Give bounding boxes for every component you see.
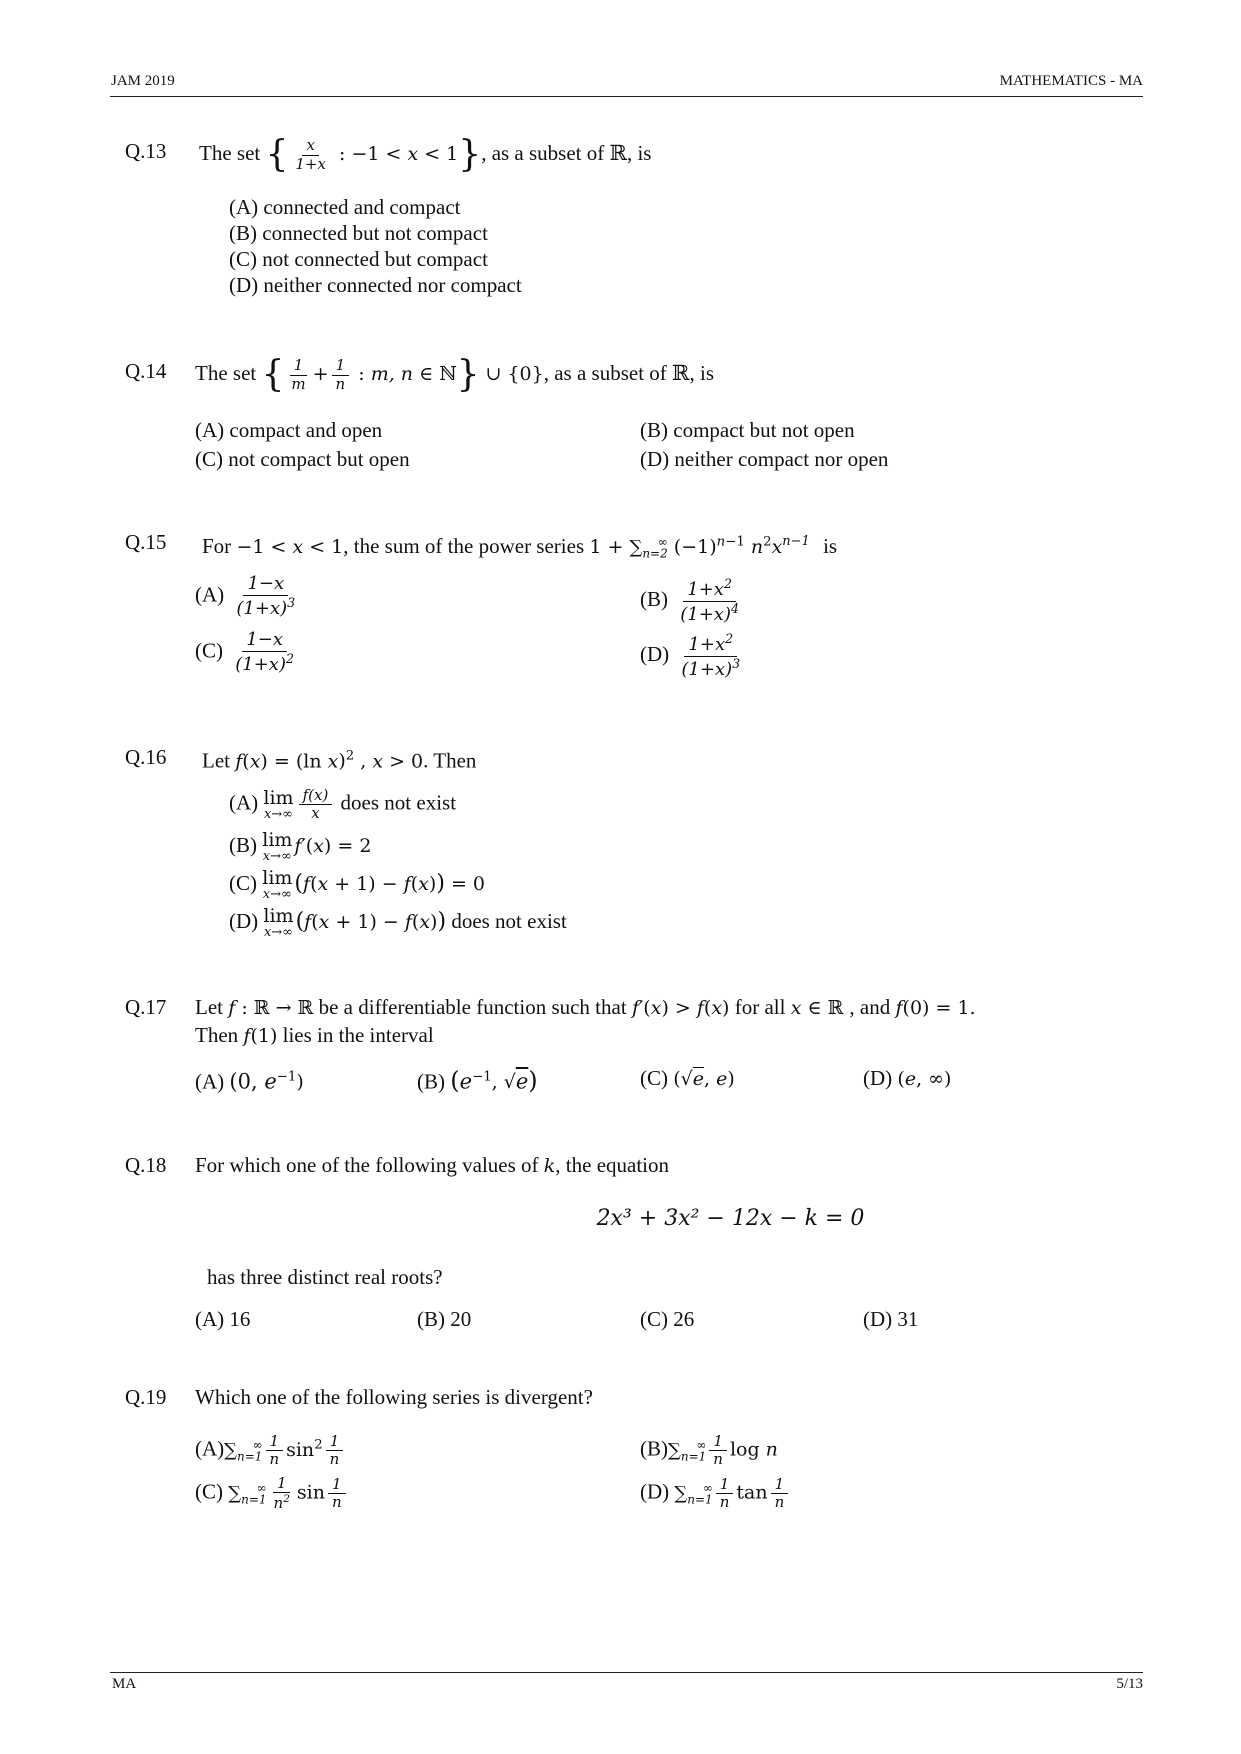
question-number: Q.17 bbox=[125, 995, 167, 1019]
option-b[interactable]: (B) 20 bbox=[417, 1307, 472, 1331]
option-c[interactable]: (C) lim x→∞ (f(x + 1) − f(x)) = 0 bbox=[229, 867, 485, 902]
question-stem-line1: Let f : ℝ → ℝ be a differentiable function such that f′(x) > f(x) for all x ∈ ℝ , and f(0) = 1. bbox=[195, 995, 976, 1019]
option-a[interactable]: (A) 16 bbox=[195, 1307, 251, 1331]
question-stem: For which one of the following values of k, the equation bbox=[195, 1153, 670, 1177]
question-stem-continued: has three distinct real roots? bbox=[207, 1265, 443, 1289]
question-stem: The set { $\frac{1}{m}$ + $\frac{1}{n}$ : m, n ∈ ℕ} ∪ {0}, as a subset of ℝ, is bbox=[195, 354, 715, 395]
equation: 2x³ + 3x² − 12x − k = 0 bbox=[596, 1206, 865, 1231]
option-a[interactable]: (A) connected and compact bbox=[229, 195, 461, 219]
option-d[interactable]: (D) $\frac{1+x^2}{(1+x)^3}$ bbox=[640, 631, 741, 680]
option-a[interactable]: (A) $\frac{1-x}{(1+x)^3}$ bbox=[195, 573, 296, 619]
option-c[interactable]: (C) $\frac{1-x}{(1+x)^2}$ bbox=[195, 629, 294, 675]
question-number: Q.13 bbox=[125, 139, 167, 163]
option-c[interactable]: (C) $\sum_{n=1}^\infty$ $\frac{1}{n^2}$ sin $\frac{1}{n}$ bbox=[195, 1475, 349, 1513]
question-number: Q.18 bbox=[125, 1153, 167, 1177]
option-a[interactable]: (A) compact and open bbox=[195, 418, 383, 442]
question-number: Q.16 bbox=[125, 745, 167, 769]
question-stem: The set { $\frac{x}{1+x}$ : −1 < x < 1}, as a subset of ℝ, is bbox=[199, 134, 652, 175]
question-number: Q.19 bbox=[125, 1385, 167, 1409]
question-stem: Let f(x) = (ln x)$^2$ , x > 0. Then bbox=[202, 748, 477, 773]
option-a[interactable]: (A) lim x→∞ $\frac{f(x)}{x}$ does not exist bbox=[229, 786, 457, 823]
option-b[interactable]: (B) $\frac{1+x^2}{(1+x)^4}$ bbox=[640, 576, 739, 625]
page-footer-left: MA bbox=[112, 1676, 137, 1692]
option-b[interactable]: (B) lim x→∞ f′(x) = 2 bbox=[229, 829, 372, 864]
option-c[interactable]: (C) not compact but open bbox=[195, 447, 410, 471]
option-c[interactable]: (C) not connected but compact bbox=[229, 247, 488, 271]
option-d[interactable]: (D) lim x→∞ (f(x + 1) − f(x)) does not exist bbox=[229, 905, 567, 940]
option-d[interactable]: (D) $\sum_{n=1}^\infty$ $\frac{1}{n}$ tan $\frac{1}{n}$ bbox=[640, 1475, 791, 1513]
question-stem-line2: Then f(1) lies in the interval bbox=[195, 1023, 434, 1047]
question-number: Q.15 bbox=[125, 530, 167, 554]
question-stem: Which one of the following series is divergent? bbox=[195, 1385, 593, 1409]
option-a[interactable]: $(A)\sum_{n=1}^\infty$ $\frac{1}{n}$ $\sin^2$ $\frac{1}{n}$ bbox=[195, 1432, 346, 1470]
header-rule bbox=[110, 96, 1143, 97]
option-d[interactable]: (D) neither connected nor compact bbox=[229, 273, 522, 297]
page-header-right: MATHEMATICS - MA bbox=[999, 73, 1143, 89]
option-d[interactable]: (D) (e, ∞) bbox=[863, 1066, 952, 1090]
option-d[interactable]: (D) neither compact nor open bbox=[640, 447, 889, 471]
option-c[interactable]: (C) 26 bbox=[640, 1307, 695, 1331]
question-stem: For −1 < x < 1, the sum of the power series $1 + \sum_{n=2}^\infty$ $(-1)^{n-1}$ $n^2x^{n-1}$ is bbox=[202, 534, 838, 561]
page-number: 5/13 bbox=[1116, 1676, 1143, 1692]
option-d[interactable]: (D) 31 bbox=[863, 1307, 919, 1331]
option-b[interactable]: (B) compact but not open bbox=[640, 418, 855, 442]
question-number: Q.14 bbox=[125, 359, 167, 383]
option-b[interactable]: (B) ($e^{-1}$, √e) bbox=[417, 1066, 538, 1095]
page-header-left: JAM 2019 bbox=[111, 73, 175, 89]
option-b[interactable]: $(B)\sum_{n=1}^\infty$ $\frac{1}{n}$ log n bbox=[640, 1432, 778, 1469]
footer-rule bbox=[110, 1672, 1143, 1673]
option-a[interactable]: (A) (0, $e^{-1}$) bbox=[195, 1069, 304, 1094]
option-c[interactable]: (C) (√e, e) bbox=[640, 1066, 735, 1090]
option-b[interactable]: (B) connected but not compact bbox=[229, 221, 488, 245]
